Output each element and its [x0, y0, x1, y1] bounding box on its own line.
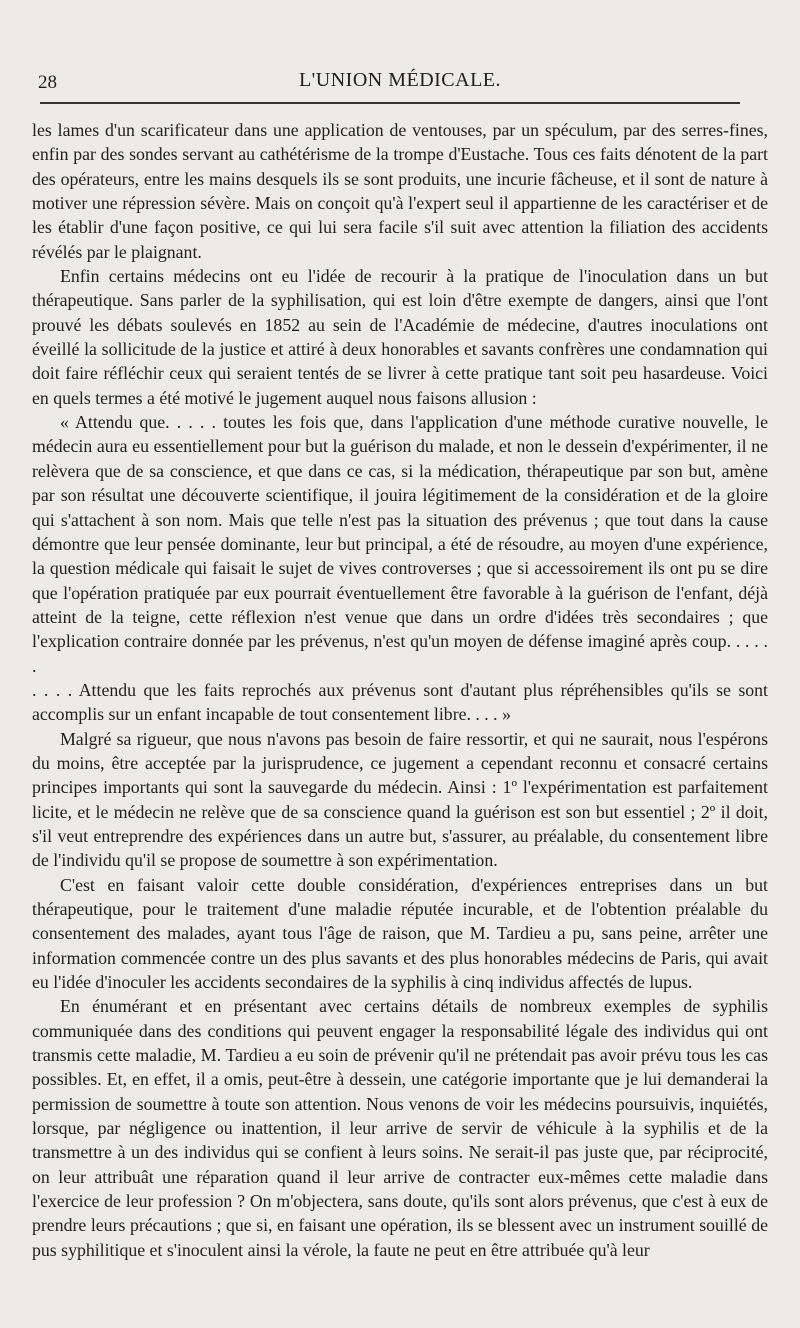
running-title: L'UNION MÉDICALE. [298, 69, 502, 91]
page-number: 28 [38, 72, 57, 93]
paragraph: Malgré sa rigueur, que nous n'avons pas besoin de faire ressortir, et qui ne saurait, nous l'espérons du moins, être acceptée par la jurisprudence, ce jugement a cependant reconnu et consacré certains principes importants qui sont la sauvegarde du médecin. Ainsi : 1º l'expérimentation est parfaitement licite, et le médecin ne relève que de sa conscience quand la guérison est son but essentiel ; 2º il doit, s'il veut entreprendre des expériences dans un autre but, s'assurer, au préalable, du consentement libre de l'individu qu'il se propose de soumettre à son expérimentation. [32, 728, 768, 871]
paragraph: les lames d'un scarificateur dans une application de ventouses, par un spéculum, par des serres-fines, enfin par des sondes servant au cathétérisme de la trompe d'Eustache. Tous ces faits dénotent de la part des opérateurs, entre les mains desquels ils se sont produits, une incurie fâcheuse, et il sont de nature à motiver une répression sévère. Mais on conçoit qu'à l'expert seul il appartienne de les caractériser et de les établir d'une façon positive, ce qui lui sera facile s'il suit avec attention la filiation des accidents révélés par le plaignant. [32, 120, 768, 262]
body-text [32, 118, 768, 1262]
paragraph: Enfin certains médecins ont eu l'idée de recourir à la pratique de l'inoculation dans un but thérapeutique. Sans parler de la syphilisation, qui est loin d'être exempte de dangers, ainsi que l'ont prouvé les débats soulevés en 1852 au sein de l'Académie de médecine, d'autres inoculations ont éveillé la sollicitude de la justice et attiré à deux honorables et savants confrères une condamnation qui doit faire réfléchir ceux qui seraient tentés de se livrer à cette pratique tant soit peu hasardeuse. Voici en quels termes a été motivé le jugement auquel nous faisons allusion : [32, 266, 768, 408]
paragraph: C'est en faisant valoir cette double considération, d'expériences entreprises dans un but thérapeutique, pour le traitement d'une maladie réputée incurable, et de l'obtention préalable du consentement des malades, ayant tous l'âge de raison, que M. Tardieu a pu, sans peine, arrêter une information commencée contre un des plus savants et des plus honorables médecins de Paris, qui avait eu l'idée d'inoculer les accidents secondaires de la syphilis à cinq individus affectés de lupus. [32, 874, 768, 993]
page-header [30, 64, 770, 100]
quoted-judgment: « Attendu que. . . . . toutes les fois que, dans l'application d'une méthode curative nouvelle, le médecin aura eu essentiellement pour but la guérison du malade, et non le dessein d'expérimenter, il ne relèvera que de sa conscience, et que dans ce cas, si la médication, thérapeutique par son but, amène par son résultat une découverte scientifique, il jouira légitimement de la considération et de la gloire qui s'attachent à son nom. Mais que telle n'est pas la situation des prévenus ; que tout dans la cause démontre que leur pensée dominante, leur but principal, a été de résoudre, au moyen d'une expérience, la question médicale qui faisait le sujet de vives controverses ; que si accessoirement ils ont pu se dire que l'opération pratiquée par eux pourrait éventuellement être favorable à la guérison de l'enfant, déjà atteint de la teigne, cette réflexion n'est venue que dans un ordre d'idées très secondaires ; que l'explication contraire donnée par les prévenus, n'est qu'un moyen de défense imaginé après coup. . . . . . [32, 412, 768, 676]
quoted-judgment-continued: . . . . Attendu que les faits reprochés aux prévenus sont d'autant plus répréhensibles qu'ils se sont accomplis sur un enfant incapable de tout consentement libre. . . . » [32, 679, 768, 725]
paragraph: En énumérant et en présentant avec certains détails de nombreux exemples de syphilis communiquée dans des conditions qui peuvent engager la responsabilité légale des individus qui ont transmis cette maladie, M. Tardieu a eu soin de prévenir qu'il ne prétendait pas avoir prévu tous les cas possibles. Et, en effet, il a omis, peut-être à dessein, une catégorie importante que je lui demanderai la permission de soumettre à toute son attention. Nous venons de voir les médecins poursuivis, inquiétés, lorsque, par négligence ou inattention, il leur arrive de servir de véhicule à la syphilis et de la transmettre à un des individus qui se confient à leurs soins. Ne serait-il pas juste que, par réciprocité, on leur attribuât une réparation quand il leur arrive de contracter eux-mêmes cette maladie dans l'exercice de leur profession ? On m'objectera, sans doute, qu'ils sont alors prévenus, que c'est à eux de prendre leurs précautions ; que si, en faisant une opération, ils se blessent avec un instrument souillé de pus syphilitique et s'inoculent ainsi la vérole, la faute ne peut en être attribuée qu'à leur [32, 996, 768, 1260]
header-rule [40, 102, 740, 104]
